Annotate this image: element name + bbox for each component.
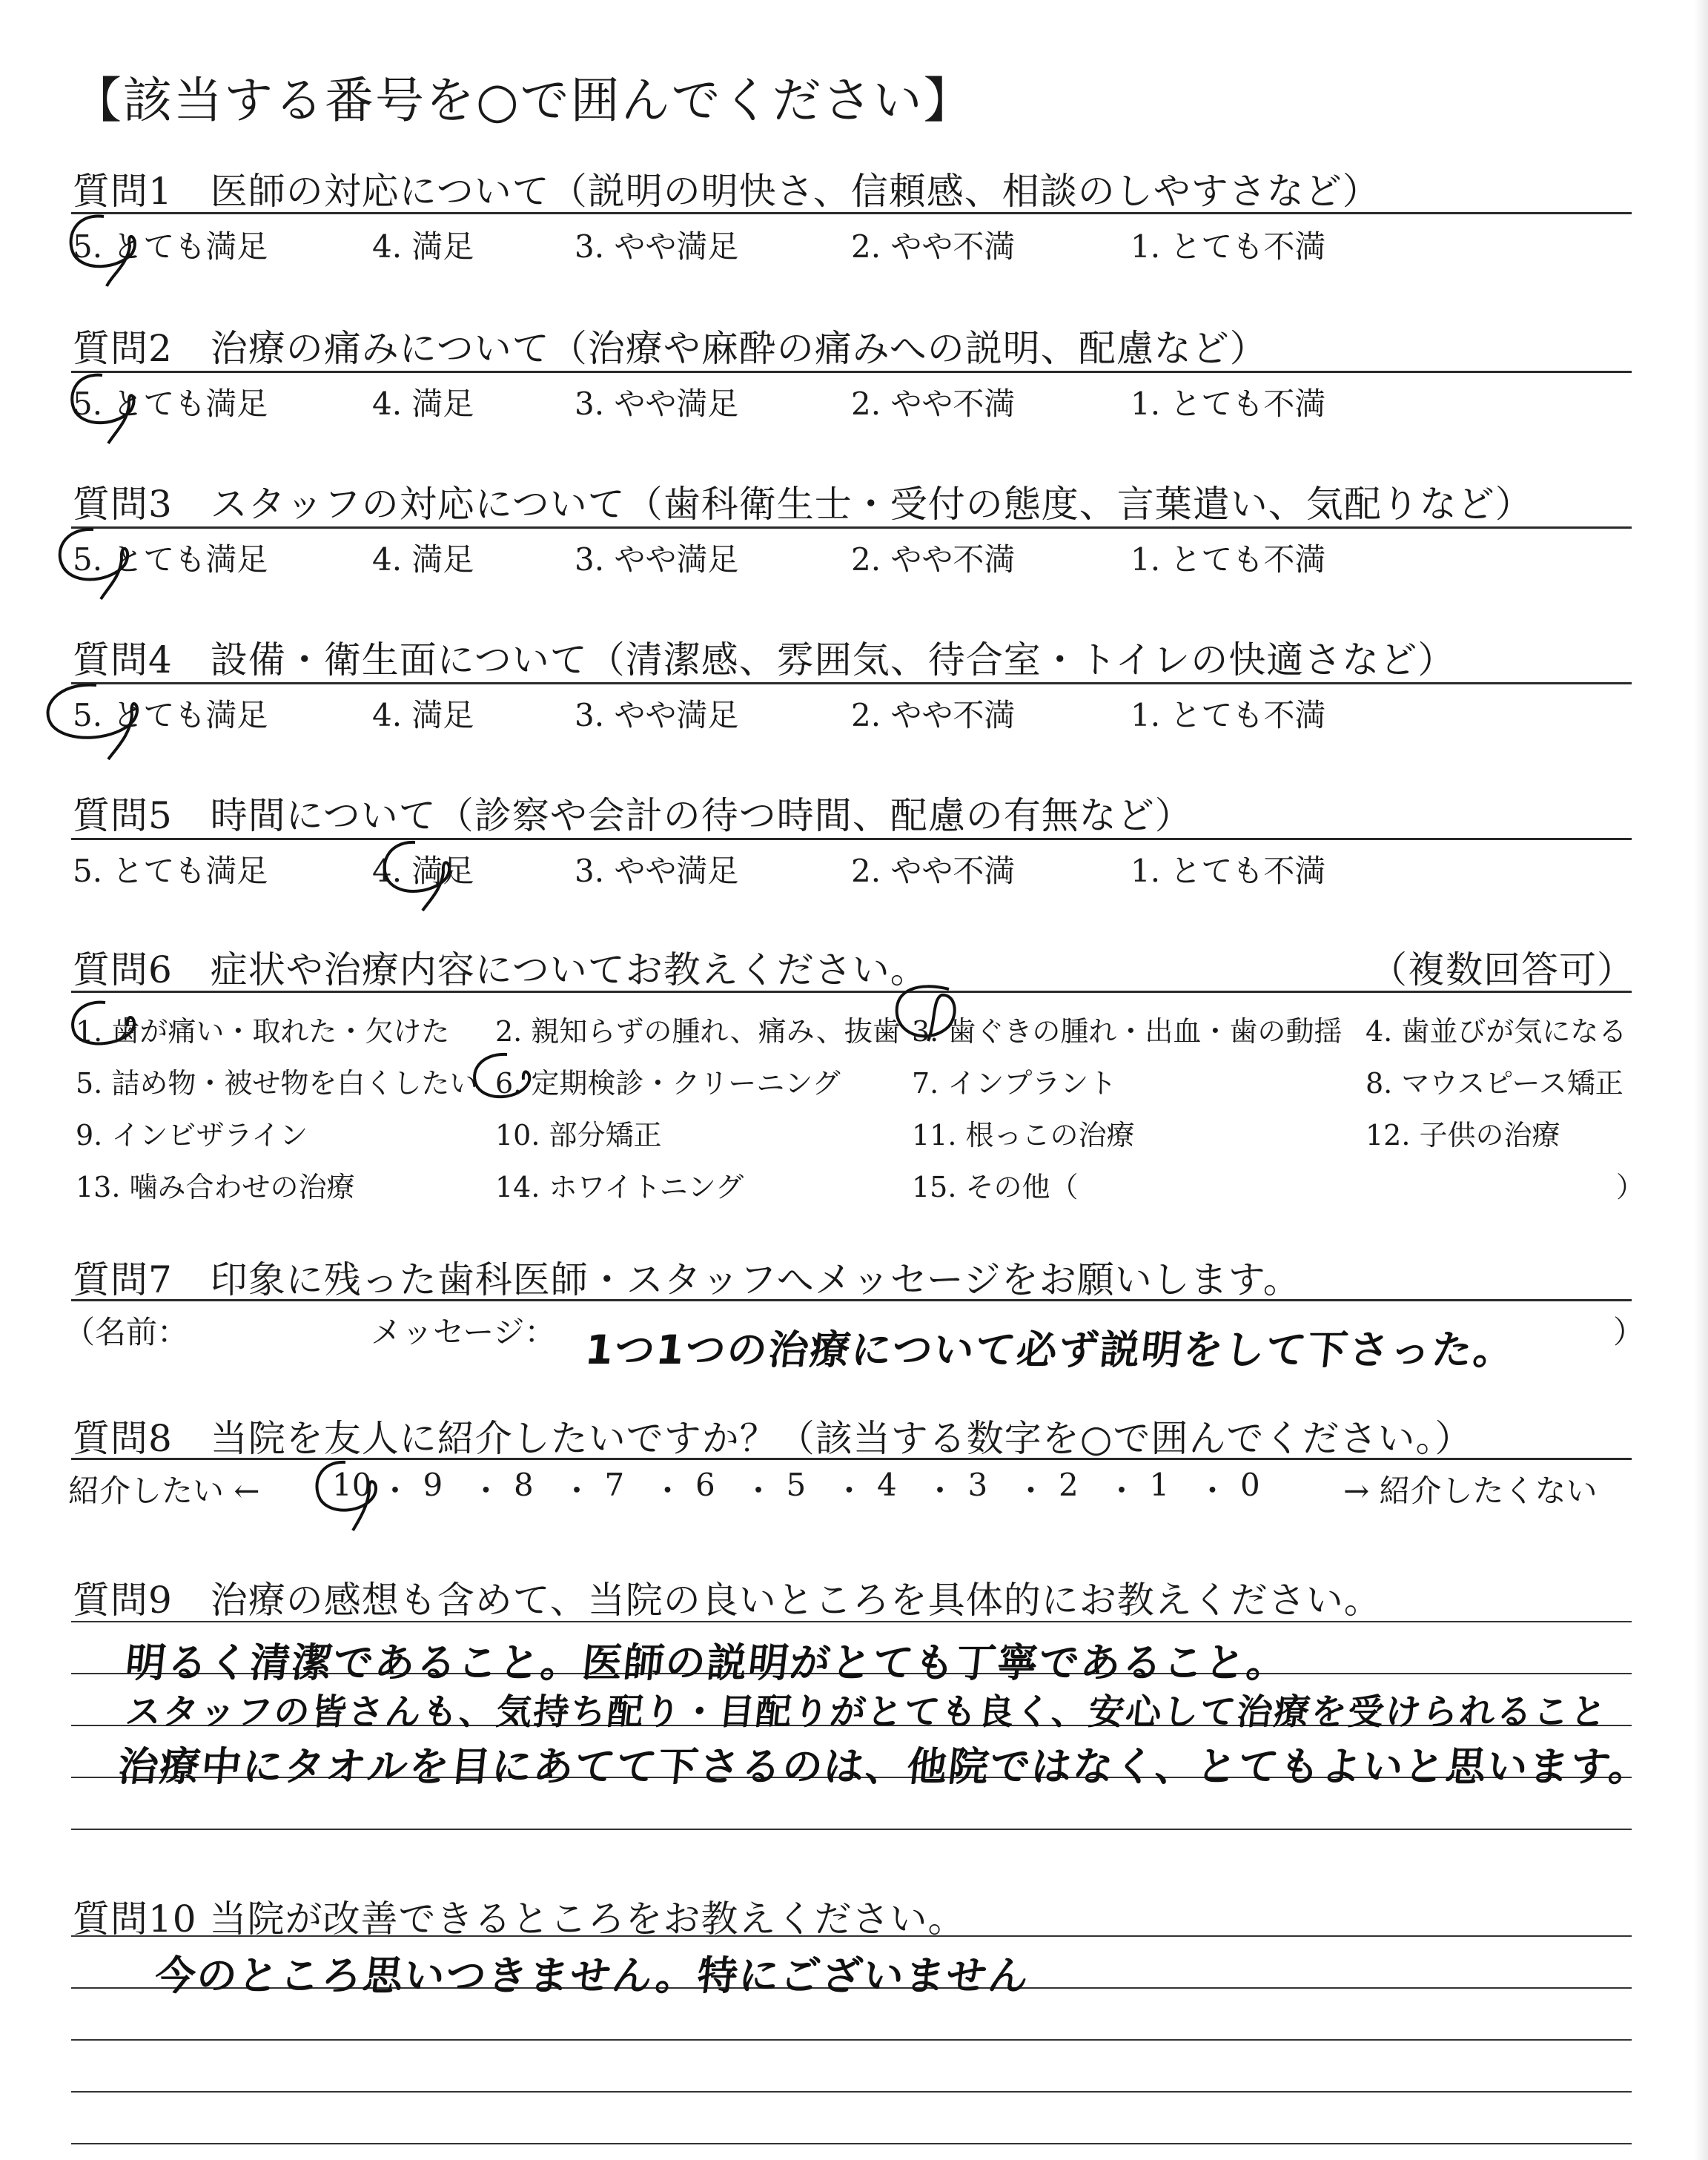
q6-item-2[interactable]: 2. 親知らずの腫れ、痛み、抜歯: [495, 1015, 901, 1048]
q4-option-5[interactable]: 5. とても満足: [73, 697, 268, 733]
q1-option-1[interactable]: 1. とても不満: [1131, 228, 1326, 265]
q10-answer-line-1[interactable]: 今のところ思いつきません。特にございません: [153, 1952, 1033, 1999]
q8-heading: 質問8 当院を友人に紹介したいですか？（該当する数字を○で囲んでください。）: [73, 1417, 1473, 1460]
q7-name-label: （名前：: [64, 1314, 189, 1350]
q8-scale-separator: ・: [743, 1473, 775, 1509]
q3-option-2[interactable]: 2. やや不満: [851, 541, 1016, 578]
q8-scale-value-8[interactable]: 8: [514, 1467, 534, 1503]
q2-option-1[interactable]: 1. とても不満: [1131, 386, 1326, 422]
page-title: 【該当する番号を○で囲んでください】: [73, 72, 974, 129]
q6-answer-circle-1: [59, 994, 148, 1068]
q4-option-1[interactable]: 1. とても不満: [1131, 697, 1326, 733]
q6-item-5[interactable]: 5. 詰め物・被せ物を白くしたい: [76, 1067, 478, 1100]
q8-scale-value-0[interactable]: 0: [1240, 1467, 1260, 1503]
q8-scale-separator: ・: [561, 1473, 593, 1509]
q8-left-label: 紹介したい ←: [68, 1473, 260, 1509]
q6-item-8[interactable]: 8. マウスピース矯正: [1366, 1067, 1623, 1100]
q5-answer-circle: [371, 835, 467, 916]
q3-option-1[interactable]: 1. とても不満: [1131, 541, 1326, 578]
q6-item-11[interactable]: 11. 根っこの治療: [912, 1119, 1135, 1152]
q6-item-13[interactable]: 13. 噛み合わせの治療: [76, 1171, 355, 1203]
q8-scale-value-10[interactable]: 10: [332, 1467, 372, 1503]
q3-rule: [71, 526, 1632, 529]
q6-item-9[interactable]: 9. インビザライン: [76, 1119, 308, 1152]
q9-rule-1: [71, 1621, 1632, 1622]
q1-option-4[interactable]: 4. 満足: [372, 228, 474, 265]
q8-scale-separator: ・: [470, 1473, 502, 1509]
q7-message-label: メッセージ：: [371, 1314, 556, 1350]
q1-rule: [71, 212, 1632, 214]
q8-answer-circle: [304, 1455, 385, 1536]
q8-scale-separator: ・: [380, 1473, 411, 1509]
q6-item-3[interactable]: 3. 歯ぐきの腫れ・出血・歯の動揺: [912, 1015, 1343, 1048]
q9-answer-line-1[interactable]: 明るく清潔であること。医師の説明がとても丁寧であること。: [123, 1639, 1291, 1686]
q6-item-10[interactable]: 10. 部分矯正: [495, 1119, 662, 1152]
q4-heading: 質問4 設備・衛生面について（清潔感、雰囲気、待合室・トイレの快適さなど）: [73, 638, 1456, 681]
q8-right-label: → 紹介したくない: [1343, 1473, 1598, 1509]
q8-scale-separator: ・: [652, 1473, 683, 1509]
q4-option-2[interactable]: 2. やや不満: [851, 697, 1016, 733]
q10-rule-3: [71, 2039, 1632, 2041]
q6-heading: 質問6 症状や治療内容についてお教えください。: [73, 948, 928, 991]
q2-rule: [71, 371, 1632, 373]
q8-scale-separator: ・: [833, 1473, 865, 1509]
q8-scale-value-7[interactable]: 7: [604, 1467, 625, 1503]
q2-option-2[interactable]: 2. やや不満: [851, 386, 1016, 422]
q9-heading: 質問9 治療の感想も含めて、当院の良いところを具体的にお教えください。: [73, 1579, 1382, 1622]
q6-answer-circle-6: [460, 1046, 541, 1120]
q8-scale-value-9[interactable]: 9: [423, 1467, 443, 1503]
q8-scale-separator: ・: [1196, 1473, 1228, 1509]
q8-scale-separator: ・: [1015, 1473, 1047, 1509]
q6-item-14[interactable]: 14. ホワイトニング: [495, 1171, 744, 1203]
q10-rule-5: [71, 2143, 1632, 2144]
q6-answer-circle-3: [867, 977, 971, 1059]
q2-option-5[interactable]: 5. とても満足: [73, 386, 268, 422]
q3-option-3[interactable]: 3. やや満足: [575, 541, 739, 578]
q5-option-1[interactable]: 1. とても不満: [1131, 853, 1326, 889]
q6-item-7[interactable]: 7. インプラント: [912, 1067, 1117, 1100]
q7-rule: [71, 1299, 1632, 1301]
q9-rule-5: [71, 1829, 1632, 1830]
q6-rule: [71, 991, 1632, 993]
q4-option-3[interactable]: 3. やや満足: [575, 697, 739, 733]
q4-answer-circle: [30, 676, 156, 765]
q5-option-3[interactable]: 3. やや満足: [575, 853, 739, 889]
q6-multi-answer-note: （複数回答可）: [1370, 948, 1635, 991]
q8-scale-value-1[interactable]: 1: [1149, 1467, 1170, 1503]
q1-option-3[interactable]: 3. やや満足: [575, 228, 739, 265]
q5-heading: 質問5 時間について（診察や会計の待つ時間、配慮の有無など）: [73, 794, 1193, 837]
q10-rule-1: [71, 1935, 1632, 1937]
q7-message-handwritten[interactable]: 1つ1つの治療について必ず説明をして下さった。: [583, 1327, 1517, 1373]
q5-option-4[interactable]: 4. 満足: [372, 853, 474, 889]
q8-scale-separator: ・: [1106, 1473, 1138, 1509]
q2-answer-circle: [59, 366, 148, 448]
q6-item-4[interactable]: 4. 歯並びが気になる: [1366, 1015, 1627, 1048]
q8-scale-value-2[interactable]: 2: [1059, 1467, 1079, 1503]
q3-answer-circle: [47, 522, 144, 604]
q3-option-5[interactable]: 5. とても満足: [73, 541, 268, 578]
q4-rule: [71, 682, 1632, 684]
q7-close-paren: ）: [1613, 1314, 1645, 1350]
q1-option-5[interactable]: 5. とても満足: [73, 228, 268, 265]
q9-answer-line-3[interactable]: 治療中にタオルを目にあてて下さるのは、他院ではなく、とてもよいと思います。: [116, 1743, 1653, 1790]
q6-item-1[interactable]: 1. 歯が痛い・取れた・欠けた: [76, 1015, 450, 1048]
q1-heading: 質問1 医師の対応について（説明の明快さ、信頼感、相談のしやすさなど）: [73, 170, 1380, 213]
q7-heading: 質問7 印象に残った歯科医師・スタッフへメッセージをお願いします。: [73, 1258, 1301, 1301]
q8-scale-value-5[interactable]: 5: [786, 1467, 807, 1503]
q6-item-15-close: ）: [1616, 1171, 1645, 1203]
q5-option-2[interactable]: 2. やや不満: [851, 853, 1016, 889]
q1-answer-circle: [59, 209, 148, 291]
q3-option-4[interactable]: 4. 満足: [372, 541, 474, 578]
q10-heading: 質問10 当院が改善できるところをお教えください。: [73, 1898, 966, 1941]
q9-answer-line-2[interactable]: スタッフの皆さんも、気持ち配り・目配りがとても良く、安心して治療を受けられること: [123, 1691, 1610, 1733]
q3-heading: 質問3 スタッフの対応について（歯科衛生士・受付の態度、言葉遣い、気配りなど）: [73, 483, 1533, 526]
q8-scale-value-6[interactable]: 6: [695, 1467, 715, 1503]
q1-option-2[interactable]: 2. やや不満: [851, 228, 1016, 265]
q6-item-6[interactable]: 6. 定期検診・クリーニング: [495, 1067, 841, 1100]
q8-scale-value-3[interactable]: 3: [967, 1467, 988, 1503]
q8-scale-separator: ・: [924, 1473, 956, 1509]
q2-heading: 質問2 治療の痛みについて（治療や麻酔の痛みへの説明、配慮など）: [73, 327, 1268, 370]
q2-option-3[interactable]: 3. やや満足: [575, 386, 739, 422]
q6-item-15[interactable]: 15. その他（: [912, 1171, 1079, 1203]
q8-scale-value-4[interactable]: 4: [877, 1467, 897, 1503]
q2-option-4[interactable]: 4. 満足: [372, 386, 474, 422]
q10-rule-4: [71, 2091, 1632, 2093]
q5-option-5[interactable]: 5. とても満足: [73, 853, 268, 889]
q5-rule: [71, 838, 1632, 840]
scan-edge-shadow: [1695, 0, 1708, 2160]
q4-option-4[interactable]: 4. 満足: [372, 697, 474, 733]
q6-item-12[interactable]: 12. 子供の治療: [1366, 1119, 1560, 1152]
